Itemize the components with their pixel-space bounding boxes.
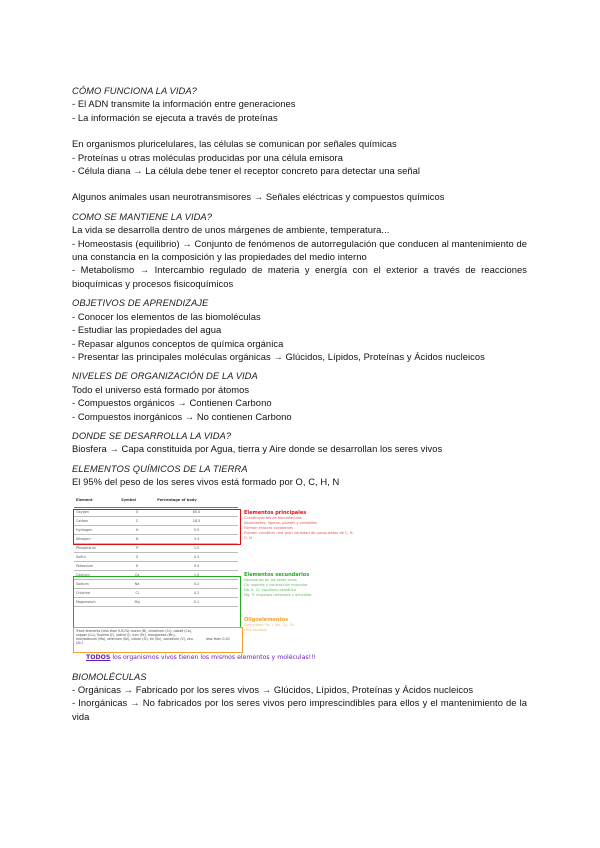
table-cell: K	[119, 561, 155, 570]
table-cell: Nitrogen	[74, 534, 119, 543]
all-organisms-note	[86, 654, 316, 661]
text-line: - La información se ejecuta a través de proteínas	[72, 111, 278, 123]
text-line: - Compuestos orgánicos → Contienen Carbono	[72, 397, 272, 409]
table-header: Element	[74, 494, 119, 508]
secondary-elements-box	[73, 576, 241, 628]
text-line: - Compuestos inorgánicos → No contienen Carbono	[72, 410, 292, 422]
text-line: Algunos animales usan neurotransmisores → Señales eléctricas y compuestos químicos	[72, 191, 445, 203]
legend-item: Mg, P: impulsos nerviosos y actividad	[244, 592, 312, 597]
table-cell: Magnesium	[74, 597, 119, 606]
table-cell: 0.4	[155, 561, 238, 570]
table-cell: 18.5	[155, 516, 238, 525]
legend-title: Elementos principales	[244, 509, 307, 516]
table-cell: Cl	[119, 588, 155, 597]
text-line: - Estudiar las propiedades del agua	[72, 324, 222, 336]
principal-elements-box	[73, 509, 241, 545]
text-line: En organismos pluricelulares, las células se comunican por señales químicas	[72, 138, 397, 150]
principal-legend	[244, 510, 358, 541]
text-line: La vida se desarrolla dentro de unos márgenes de ambiente, temperatura...	[72, 224, 390, 236]
section-heading: CÓMO FUNCIONA LA VIDA?	[72, 85, 197, 96]
table-cell: Na	[119, 579, 155, 588]
text-line: - Proteínas u otras moléculas producidas por una célula emisora	[72, 151, 343, 163]
text-line: - Conocer los elementos de las biomoléculas	[72, 310, 261, 322]
table-cell: O	[119, 507, 155, 516]
table-cell: Oxygen	[74, 507, 119, 516]
table-cell: N	[119, 534, 155, 543]
text-line: - Célula diana → La célula debe tener el receptor concreto para detectar una señal	[72, 165, 421, 177]
note-emphasis: TODOS	[86, 653, 111, 661]
text-line: - Orgánicas → Fabricado por los seres vivos → Glúcidos, Lípidos, Proteínas y Ácidos nucleicos	[72, 683, 474, 695]
table-cell: Hydrogen	[74, 525, 119, 534]
table-cell: Sulfur	[74, 552, 119, 561]
legend-item: Pueden constituir una gran variedad de compuestos de C, H, O, N	[244, 530, 354, 540]
table-cell: S	[119, 552, 155, 561]
table-header: Percentage of body	[155, 494, 238, 508]
table-cell: Calcium	[74, 570, 119, 579]
legend-item: Ca: soporte y contracción muscular	[244, 582, 308, 587]
table-cell: 1.0	[155, 543, 238, 552]
text-line: Todo el universo está formado por átomos	[72, 383, 250, 395]
section-heading: ELEMENTOS QUÍMICOS DE LA TIERRA	[72, 462, 248, 474]
table-cell: 0.2	[155, 588, 238, 597]
legend-item: Esenciales: Fe, I, Mn, Co, Zn	[244, 622, 295, 627]
oligo-legend	[244, 617, 294, 633]
table-cell: 0.1	[155, 597, 238, 606]
table-cell: Chlorine	[74, 588, 119, 597]
legend-item: Abundantes, ligeros, polares y versátiles	[244, 520, 318, 525]
document-page	[72, 84, 527, 723]
table-cell: H	[119, 525, 155, 534]
trace-footnote: Trace elements (less than 0.01%): boron (B), chromium (Cr), cobalt (Co), copper (Cu), fluorine (F), iodine (I), iron (Fe), manganese (Mn), molybdenum (Mo), selenium (Se), silicon (Si), tin (Sn), vanadium (V), zinc (Zn)	[76, 628, 194, 645]
trace-footnote-value: less than 0.01	[206, 636, 230, 641]
table-cell: 9.5	[155, 525, 238, 534]
text-line: - Presentar las principales moléculas orgánicas → Glúcidos, Lípidos, Proteínas y Ácidos nucleicos	[72, 350, 485, 362]
legend-item: Forman enlaces covalentes	[244, 525, 294, 530]
text-paragraph: - Homeostasis (equilibrio) → Conjunto de fenómenos de autorregulación que conducen al mantenimiento de una constancia en la composición y las propiedades del medio interno	[72, 237, 527, 263]
legend-title: Elementos secundarios	[244, 571, 310, 578]
table-cell: 3.3	[155, 534, 238, 543]
table-cell: P	[119, 543, 155, 552]
table-cell: Carbon	[74, 516, 119, 525]
text-paragraph: - Metabolismo → Intercambio regulado de materia y energía con el exterior a través de reacciones bioquímicas y procesos fisicoquímicos	[72, 264, 527, 289]
legend-item: Constituyentes de biomoléculas	[244, 515, 302, 520]
table-row	[74, 561, 238, 570]
text-paragraph: - Inorgánicas → No fabricados por los seres vivos pero imprescindibles para ellos y el mantenimiento de la vida	[72, 697, 527, 722]
section-heading: BIOMOLÉCULAS	[72, 670, 147, 682]
note-text: los organismos vivos tienen los mismos elementos y moléculas!!!	[112, 653, 317, 661]
table-cell: 0.3	[155, 552, 238, 561]
legend-item: Na, K, Cl: equilibrio osmótico	[244, 587, 296, 592]
table-row	[74, 552, 238, 561]
elements-figure	[72, 492, 358, 664]
text-line: - Repasar algunos conceptos de química orgánica	[72, 337, 284, 349]
table-header: Symbol	[119, 494, 155, 508]
secondary-legend	[244, 572, 311, 598]
table-cell: Sodium	[74, 579, 119, 588]
section-heading: NIVELES DE ORGANIZACIÓN DE LA VIDA	[72, 370, 258, 382]
table-cell: Mg	[119, 597, 155, 606]
section-heading: OBJETIVOS DE APRENDIZAJE	[72, 297, 209, 309]
text-line: - El ADN transmite la información entre generaciones	[72, 98, 296, 110]
legend-title: Oligoelementos	[244, 616, 289, 623]
table-cell: 0.2	[155, 579, 238, 588]
section-heading: DONDE SE DESARROLLA LA VIDA?	[72, 429, 232, 441]
table-cell: 65.0	[155, 507, 238, 516]
legend-item: Necesarios en los seres vivos	[244, 577, 297, 582]
table-cell: Ca	[119, 570, 155, 579]
text-line: Biosfera → Capa constituida por Agua, tierra y Aire donde se desarrollan los seres vivos	[72, 443, 443, 455]
table-cell: C	[119, 516, 155, 525]
section-heading: COMO SE MANTIENE LA VIDA?	[72, 210, 212, 222]
table-cell: Phosphorus	[74, 543, 119, 552]
legend-item: Muy escasos	[244, 627, 267, 632]
table-cell: 1.5	[155, 570, 238, 579]
table-cell: Potassium	[74, 561, 119, 570]
text-line: El 95% del peso de los seres vivos está formado por O, C, H, N	[72, 476, 340, 488]
